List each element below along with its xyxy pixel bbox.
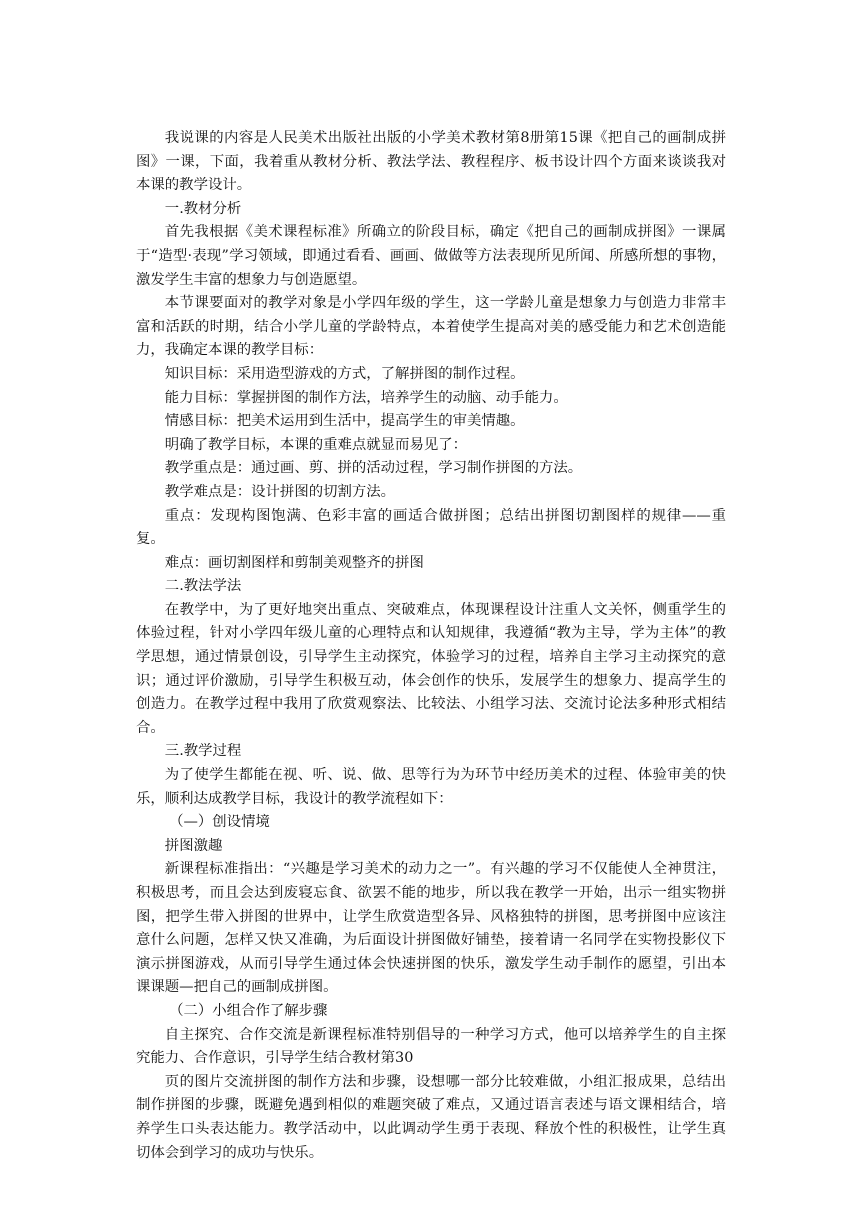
paragraph-autonomous-inquiry: 自主探究、合作交流是新课程标准特别倡导的一种学习方式，他可以培养学生的自主探究能力、合作意识，引导学生结合教材第30 [136, 1026, 726, 1067]
paragraph-ability-goal: 能力目标：掌握拼图的制作方法，培养学生的动脑、动手能力。 [164, 389, 568, 406]
paragraph-key-points-intro: 明确了教学目标，本课的重难点就显而易见了： [164, 436, 468, 453]
section-heading-teaching-process: 三.教学过程 [164, 743, 242, 760]
paragraph-teaching-focus: 教学重点是：通过画、剪、拼的活动过程，学习制作拼图的方法。 [164, 460, 583, 477]
paragraph-puzzle-interest: 拼图激趣 [164, 837, 223, 854]
paragraph-teaching-difficulty: 教学难点是：设计拼图的切割方法。 [164, 483, 396, 500]
section-heading-teaching-methods: 二.教法学法 [164, 578, 242, 595]
document-body [136, 127, 726, 1165]
paragraph-curriculum-standard: 首先我根据《美术课程标准》所确立的阶段目标，确定《把自己的画制成拼图》一课属于“造型·表现”学习领域，即通过看看、画画、做做等方法表现所见所闻、所感所想的事物，激发学生丰富的想象力与创造愿望。 [136, 224, 726, 288]
paragraph-emotion-goal: 情感目标：把美术运用到生活中，提高学生的审美情趣。 [164, 413, 525, 430]
paragraph-intro: 我说课的内容是人民美术出版社出版的小学美术教材第8册第15课《把自己的画制成拼图》一课，下面，我着重从教材分析、教法学法、教程程序、板书设计四个方面来谈谈我对本课的教学设计。 [136, 130, 726, 194]
subheading-create-scenario: （—）创设情境 [169, 814, 270, 831]
paragraph-teaching-target-audience: 本节课要面对的教学对象是小学四年级的学生，这一学龄儿童是想象力与创造力非常丰富和活跃的时期，结合小学儿童的学龄特点，本着使学生提高对美的感受能力和艺术创造能力，我确定本课的教学目标： [136, 295, 726, 359]
paragraph-process-intro: 为了使学生都能在视、听、说、做、思等行为为环节中经历美术的过程、体验审美的快乐，顺利达成教学目标，我设计的教学流程如下： [136, 767, 726, 807]
paragraph-new-curriculum: 新课程标准指出：“兴趣是学习美术的动力之一”。有兴趣的学习不仅能使人全神贯注，积极思考，而且会达到废寝忘食、欲罢不能的地步，所以我在教学一开始，出示一组实物拼图，把学生带入拼图的世界中，让学生欣赏造型各异、风格独特的拼图，思考拼图中应该注意什么问题，怎样又快又准确，为后面设计拼图做好铺垫，接着请一名同学在实物投影仪下演示拼图游戏，从而引导学生通过体会快速拼图的快乐，激发学生动手制作的愿望，引出本课课题—把自己的画制成拼图。 [136, 861, 726, 996]
paragraph-difficulty-detail: 难点：画切割图样和剪制美观整齐的拼图 [164, 554, 424, 571]
paragraph-knowledge-goal: 知识目标：采用造型游戏的方式，了解拼图的制作过程。 [164, 365, 525, 382]
section-heading-material-analysis: 一.教材分析 [164, 200, 242, 217]
paragraph-teaching-methods: 在教学中，为了更好地突出重点、突破难点，体现课程设计注重人文关怀，侧重学生的体验过程，针对小学四年级儿童的心理特点和认知规律，我遵循“教为主导，学为主体”的教学思想，通过情景创设，引导学生主动探究，体验学习的过程，培养自主学习主动探究的意识；通过评价激励，引导学生积极互动，体会创作的快乐，发展学生的想象力、提高学生的创造力。在教学过程中我用了欣赏观察法、比较法、小组学习法、交流讨论法多种形式相结合。 [136, 601, 726, 736]
paragraph-page-30-pictures: 页的图片交流拼图的制作方法和步骤，设想哪一部分比较难做，小组汇报成果，总结出制作拼图的步骤，既避免遇到相似的难题突破了难点，又通过语言表述与语文课相结合，培养学生口头表达能力。教学活动中，以此调动学生勇于表现、释放个性的积极性，让学生真切体会到学习的成功与快乐。 [136, 1073, 726, 1161]
subheading-group-cooperation: （二）小组合作了解步骤 [169, 1002, 328, 1019]
paragraph-focus-detail: 重点：发现构图饱满、色彩丰富的画适合做拼图；总结出拼图切割图样的规律——重复。 [136, 507, 726, 548]
